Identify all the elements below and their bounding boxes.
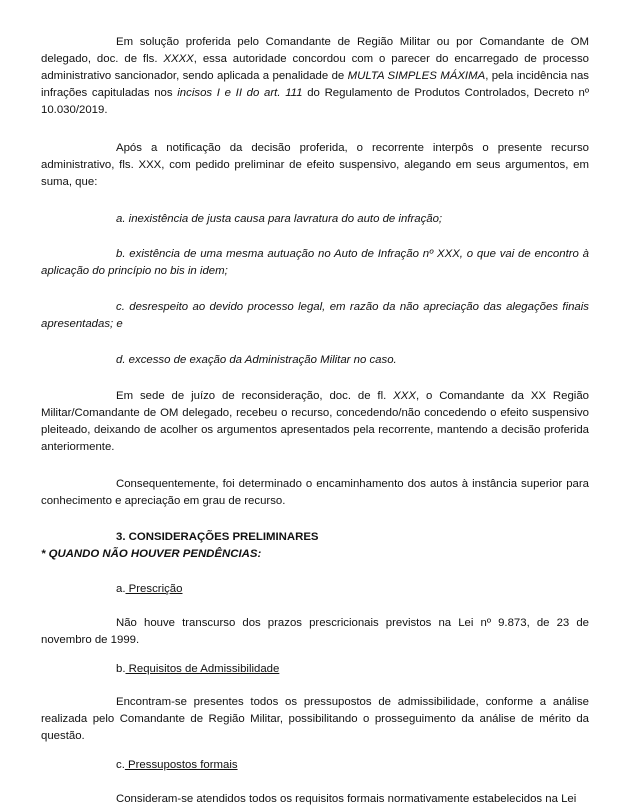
subheading-prescricao	[116, 581, 182, 598]
subheading-prefix: c.	[116, 759, 125, 771]
section-note: * QUANDO NÃO HOUVER PENDÊNCIAS:	[41, 548, 262, 560]
text-run-italic: incisos I e II do art. 111	[177, 87, 303, 99]
paragraph-decision	[41, 34, 589, 119]
text-run-italic: XXXX	[163, 53, 194, 65]
text-run-italic: XXX	[393, 390, 416, 402]
paragraph-prescricao: Não houve transcurso dos prazos prescricionais previstos na Lei nº 9.873, de 23 de novembro de 1999.	[41, 617, 589, 646]
list-item-a: a. inexistência de justa causa para lavratura do auto de infração;	[116, 213, 443, 225]
paragraph-pressupostos: Consideram-se atendidos todos os requisitos formais normativamente estabelecidos na Lei	[116, 793, 577, 805]
list-item-c: c. desrespeito ao devido processo legal, em razão da não apreciação das alegações finais apresentadas; e	[41, 301, 589, 330]
section-heading: 3. CONSIDERAÇÕES PRELIMINARES	[116, 531, 319, 543]
subheading-title: Requisitos de Admissibilidade	[125, 663, 280, 675]
paragraph-admissibilidade: Encontram-se presentes todos os pressupostos de admissibilidade, conforme a análise realizada pelo Comandante de Região Militar, possibilitando o prosseguimento da análise de mérito da questão.	[41, 696, 589, 742]
paragraph-consequently: Consequentemente, foi determinado o encaminhamento dos autos à instância superior para conhecimento e apreciação em grau de recurso.	[41, 478, 589, 507]
paragraph-appeal: Após a notificação da decisão proferida, o recorrente interpôs o presente recurso administrativo, fls. XXX, com pedido preliminar de efeito suspensivo, alegando em seus argumentos, em suma, que:	[41, 142, 589, 188]
subheading-admissibilidade	[116, 661, 279, 678]
list-item-d: d. excesso de exação da Administração Militar no caso.	[116, 354, 397, 366]
subheading-pressupostos	[116, 757, 238, 774]
text-run: , o Comandante da XX Região Militar/Comandante de OM delegado, recebeu o recurso, concedendo/não concedendo o efeito suspensivo pleiteado, deixando de acolher os argumentos apresentados pela recorrente, mantendo a decisão proferida anteriormente.	[41, 390, 589, 453]
text-run: , essa autoridade concordou com o parecer do encarregado de processo administrativo sancionador, sendo aplicada a penalidade de	[41, 53, 589, 82]
text-run-italic: MULTA SIMPLES MÁXIMA	[347, 70, 486, 82]
text-run: do Regulamento de Produtos Controlados, Decreto nº 10.030/2019.	[41, 87, 589, 116]
text-run: Em solução proferida pelo Comandante de Região Militar ou por Comandante de OM delegado, doc. de fls.	[41, 36, 589, 65]
text-run: , pela incidência nas infrações capituladas nos	[41, 70, 590, 99]
subheading-prefix: a.	[116, 583, 126, 595]
text-run: Em sede de juízo de reconsideração, doc. de fl.	[116, 390, 394, 402]
paragraph-reconsideration	[41, 388, 589, 456]
subheading-title: Pressupostos formais	[124, 759, 238, 771]
subheading-title: Prescrição	[125, 583, 183, 595]
subheading-prefix: b.	[116, 663, 126, 675]
list-item-b: b. existência de uma mesma autuação no Auto de Infração nº XXX, o que vai de encontro à aplicação do princípio no bis in idem;	[41, 248, 589, 277]
